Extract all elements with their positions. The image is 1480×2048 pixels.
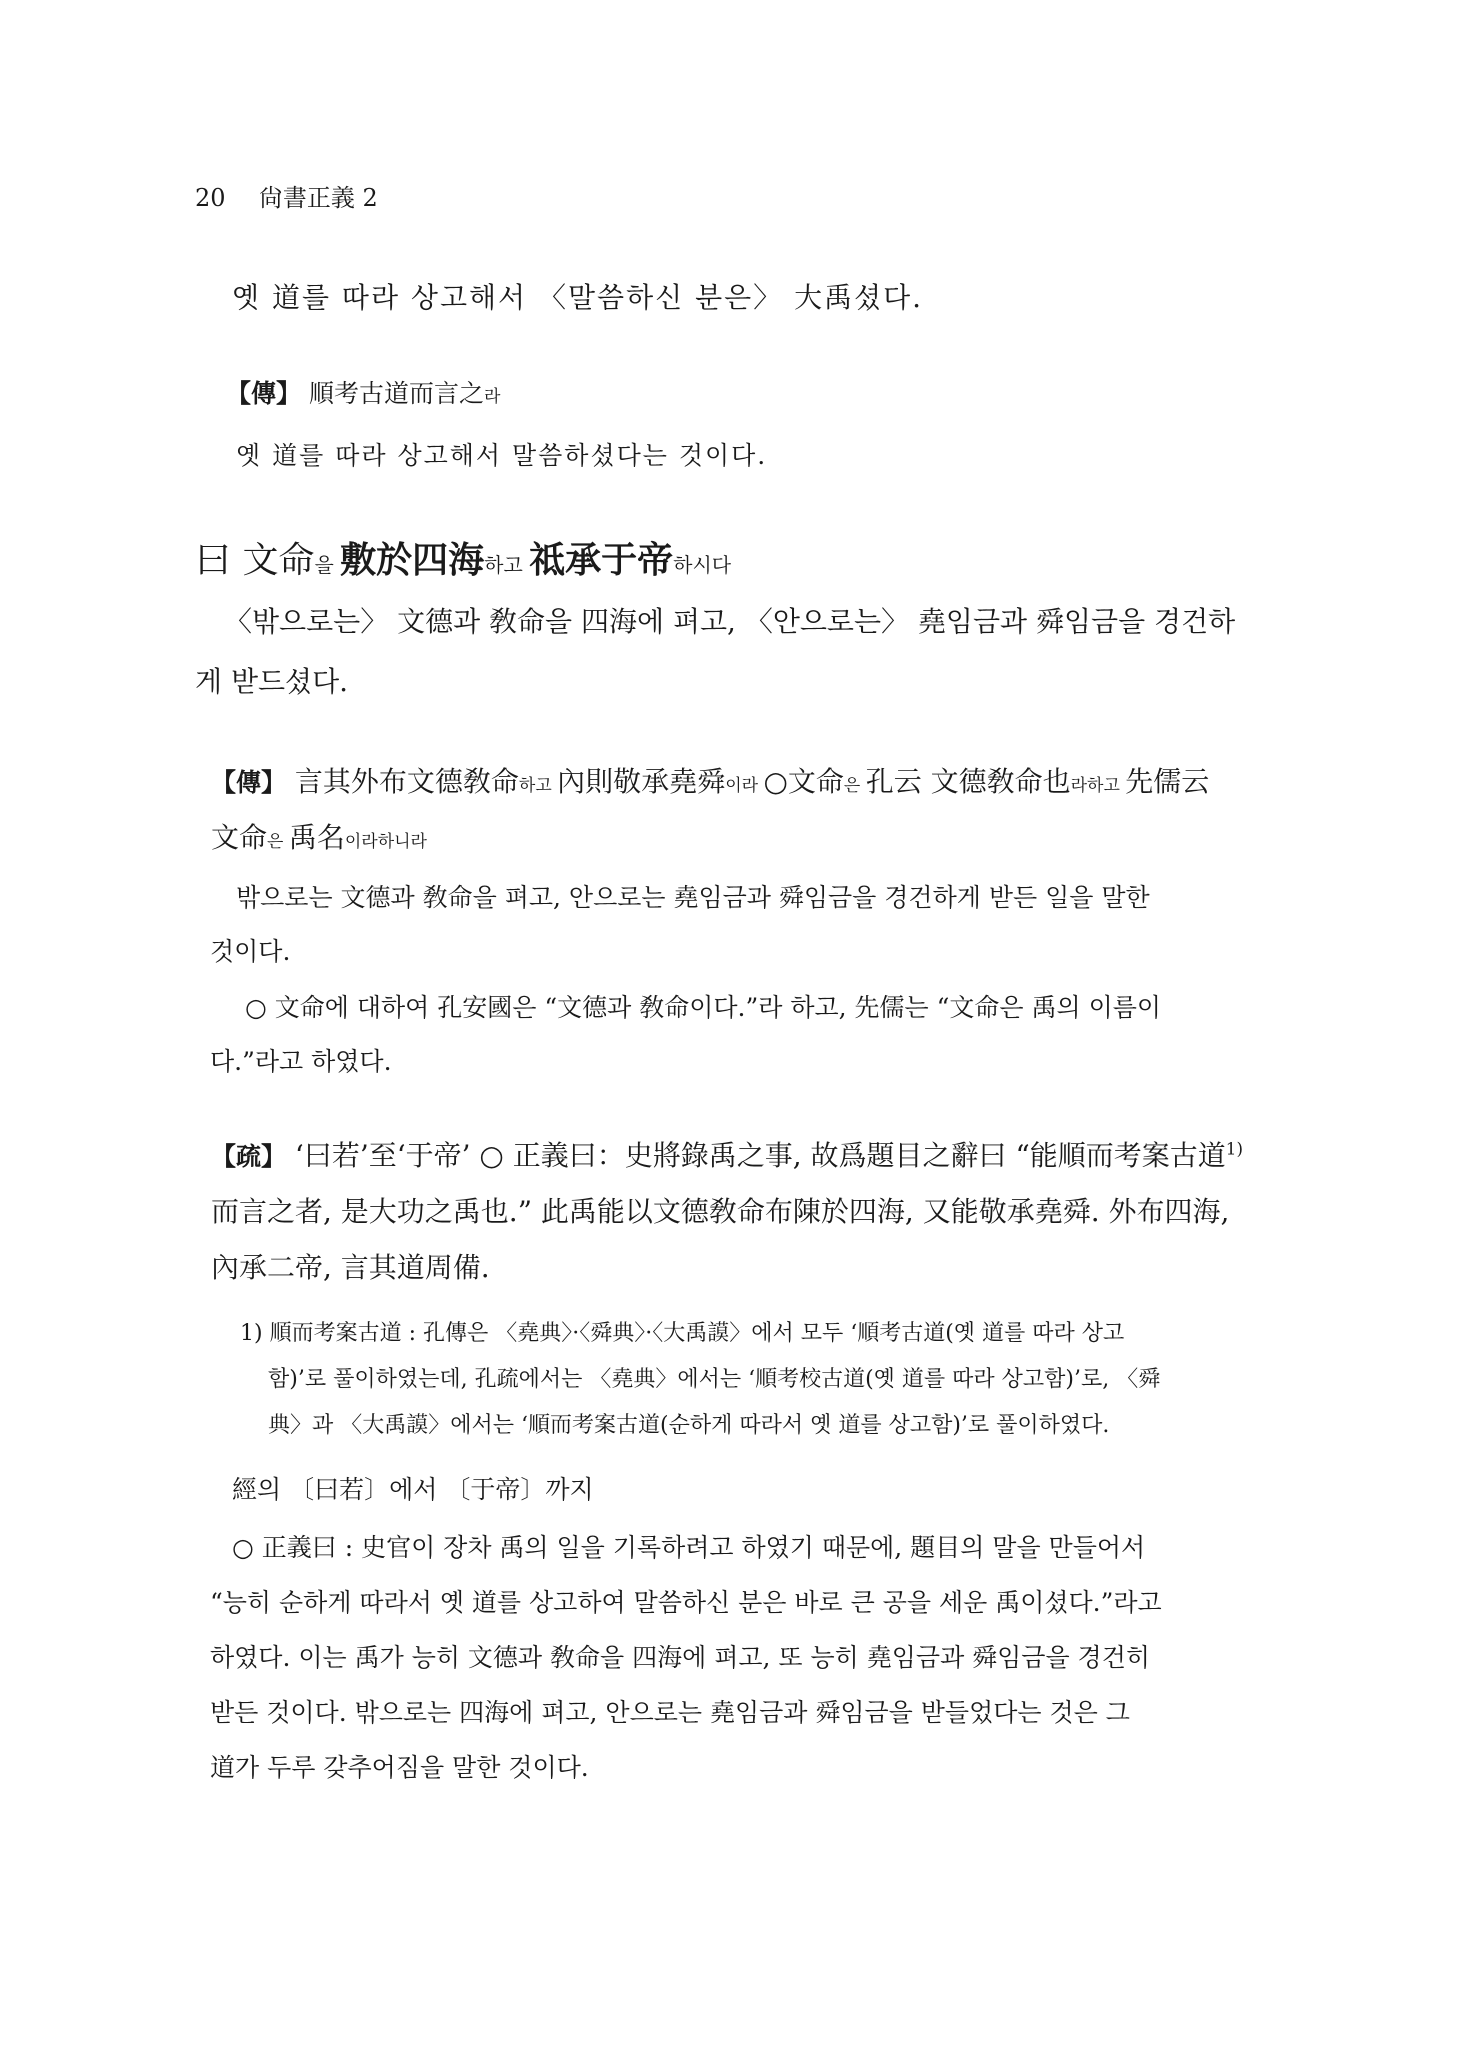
subcommentary-text: ‘曰若’至‘于帝’ ○ 正義曰：史將錄禹之事, 故爲題目之辭曰 “能順而考案古道 <box>286 1139 1226 1172</box>
grammatical-ending: 하고 <box>484 553 530 577</box>
subcommentary-line-c: 內承二帝, 言其道周備. <box>211 1251 490 1284</box>
commentary-tag: 【傳】 <box>226 379 302 408</box>
page-number: 20 <box>195 184 226 212</box>
commentary-1 <box>226 374 500 410</box>
grammatical-ending: 은 <box>267 832 289 852</box>
scripture-line-2 <box>195 532 731 583</box>
commentary-2-line-a <box>211 760 1209 800</box>
footnote-line-b: 함)’로 풀이하였는데, 孔疏에서는 〈堯典〉에서는 ‘順考校古道(옛 道를 따라 상고함)’로, 〈舜 <box>268 1367 1161 1392</box>
grammatical-ending: 라하고 <box>1070 776 1126 796</box>
commentary-text: 內則敬承堯舜 <box>557 765 726 798</box>
scripture-segment: 敷於四海 <box>340 539 485 581</box>
commentary-1-translation: 옛 道를 따라 상고해서 말씀하셨다는 것이다. <box>236 441 768 470</box>
grammatical-ending: 하고 <box>518 776 558 796</box>
commentary-tag: 【傳】 <box>211 768 287 797</box>
grammatical-ending: 이라하니라 <box>344 832 427 852</box>
classic-translation-1: 옛 道를 따라 상고해서 〈말씀하신 분은〉 大禹셨다. <box>232 281 924 314</box>
commentary-2-translation-c: ○ 文命에 대하여 孔安國은 “文德과 敎命이다.”라 하고, 先儒는 “文命은 禹의 이름이 <box>245 993 1162 1022</box>
subcommentary-tag: 【疏】 <box>211 1142 287 1171</box>
subcommentary-line-a <box>211 1134 1243 1174</box>
subcommentary-line-b: 而言之者, 是大功之禹也.” 此禹能以文德敎命布陳於四海, 又能敬承堯舜. 外布四海, <box>211 1195 1230 1228</box>
footnote-marker: 1) <box>1225 1138 1244 1159</box>
commentary-text: ○文命 <box>763 765 844 798</box>
subcommentary-translation-a: ○ 正義曰 : 史官이 장차 禹의 일을 기록하려고 하였기 때문에, 題目의 말을 만들어서 <box>232 1533 1146 1562</box>
subcommentary-translation-b: “능히 순하게 따라서 옛 道를 상고하여 말씀하신 분은 바로 큰 공을 세운 禹이셨다.”라고 <box>210 1588 1162 1617</box>
running-header <box>195 178 378 213</box>
scripture-2-translation-a: 〈밖으로는〉 文德과 敎命을 四海에 펴고, 〈안으로는〉 堯임금과 舜임금을 경건하 <box>224 605 1236 638</box>
scripture-segment: 曰 文命 <box>195 540 315 581</box>
grammatical-ending: 을 <box>314 553 341 577</box>
commentary-text: 孔云 文德敎命也 <box>865 765 1071 798</box>
commentary-text: 禹名 <box>288 821 345 854</box>
commentary-text: 先儒云 <box>1125 765 1210 798</box>
subcommentary-translation-heading: 經의 〔曰若〕에서 〔于帝〕까지 <box>232 1475 594 1504</box>
book-title: 尙書正義 2 <box>258 184 378 212</box>
grammatical-ending: 라 <box>483 387 501 407</box>
commentary-text: 文命 <box>211 821 268 854</box>
subcommentary-translation-d: 받든 것이다. 밖으로는 四海에 펴고, 안으로는 堯임금과 舜임금을 받들었다는 것은 그 <box>210 1698 1130 1727</box>
subcommentary-translation-e: 道가 두루 갖추어짐을 말한 것이다. <box>210 1753 589 1782</box>
commentary-2-line-b <box>211 816 427 856</box>
grammatical-ending: 은 <box>843 776 866 796</box>
subcommentary-translation-c: 하였다. 이는 禹가 능히 文德과 敎命을 四海에 펴고, 또 능히 堯임금과 舜임금을 경건히 <box>210 1643 1151 1672</box>
grammatical-ending: 하시다 <box>673 553 732 577</box>
commentary-2-translation-a: 밖으로는 文德과 敎命을 펴고, 안으로는 堯임금과 舜임금을 경건하게 받든 일을 말한 <box>236 883 1150 912</box>
scripture-segment: 祗承于帝 <box>529 539 674 581</box>
commentary-text: 言其外布文德敎命 <box>286 765 519 798</box>
commentary-2-translation-d: 다.”라고 하였다. <box>210 1047 392 1076</box>
commentary-text: 順考古道而言之 <box>308 379 484 408</box>
footnote-line-c: 典〉과 〈大禹謨〉에서는 ‘順而考案古道(순하게 따라서 옛 道를 상고함)’로 풀이하였다. <box>268 1413 1110 1438</box>
commentary-2-translation-b: 것이다. <box>210 937 291 966</box>
scripture-2-translation-b: 게 받드셨다. <box>195 665 349 698</box>
grammatical-ending: 이라 <box>725 776 764 796</box>
footnote-line-a: 1) 順而考案古道 : 孔傳은 〈堯典〉·〈舜典〉·〈大禹謨〉에서 모두 ‘順考古道(옛 道를 따라 상고 <box>240 1321 1125 1346</box>
